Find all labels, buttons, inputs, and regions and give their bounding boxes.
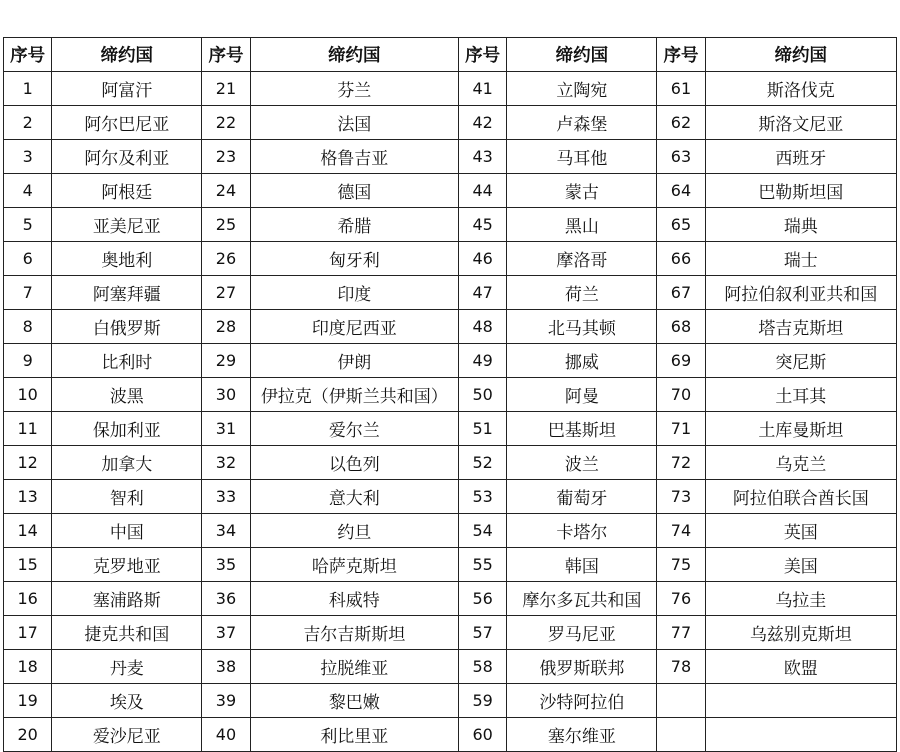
country-cell: 印度尼西亚 xyxy=(250,310,458,344)
serial-number-cell: 69 xyxy=(657,344,705,378)
table-row xyxy=(4,208,897,242)
country-cell: 加拿大 xyxy=(52,446,202,480)
table-row xyxy=(4,446,897,480)
header-no: 序号 xyxy=(459,38,507,72)
serial-number-cell: 41 xyxy=(459,72,507,106)
serial-number-cell: 61 xyxy=(657,72,705,106)
serial-number-cell: 65 xyxy=(657,208,705,242)
serial-number-cell: 46 xyxy=(459,242,507,276)
serial-number-cell: 9 xyxy=(4,344,52,378)
serial-number-cell: 48 xyxy=(459,310,507,344)
country-cell: 黑山 xyxy=(507,208,657,242)
country-cell: 瑞典 xyxy=(705,208,896,242)
serial-number-cell: 7 xyxy=(4,276,52,310)
table-row xyxy=(4,344,897,378)
serial-number-cell: 36 xyxy=(202,582,250,616)
serial-number-cell: 63 xyxy=(657,140,705,174)
serial-number-cell: 24 xyxy=(202,174,250,208)
country-cell: 阿拉伯联合酋长国 xyxy=(705,480,896,514)
table-row xyxy=(4,650,897,684)
serial-number-cell: 2 xyxy=(4,106,52,140)
country-cell: 意大利 xyxy=(250,480,458,514)
serial-number-cell: 32 xyxy=(202,446,250,480)
serial-number-cell: 38 xyxy=(202,650,250,684)
serial-number-cell: 73 xyxy=(657,480,705,514)
table-row xyxy=(4,276,897,310)
serial-number-cell: 33 xyxy=(202,480,250,514)
serial-number-cell: 53 xyxy=(459,480,507,514)
serial-number-cell: 54 xyxy=(459,514,507,548)
serial-number-cell: 13 xyxy=(4,480,52,514)
country-cell: 俄罗斯联邦 xyxy=(507,650,657,684)
country-cell: 荷兰 xyxy=(507,276,657,310)
country-cell: 德国 xyxy=(250,174,458,208)
country-cell: 智利 xyxy=(52,480,202,514)
header-country: 缔约国 xyxy=(52,38,202,72)
serial-number-cell: 55 xyxy=(459,548,507,582)
country-cell: 塔吉克斯坦 xyxy=(705,310,896,344)
country-cell: 巴勒斯坦国 xyxy=(705,174,896,208)
country-cell: 阿塞拜疆 xyxy=(52,276,202,310)
serial-number-cell: 3 xyxy=(4,140,52,174)
serial-number-cell: 59 xyxy=(459,684,507,718)
table-row xyxy=(4,684,897,718)
country-cell: 巴基斯坦 xyxy=(507,412,657,446)
country-cell: 西班牙 xyxy=(705,140,896,174)
country-cell: 比利时 xyxy=(52,344,202,378)
header-row xyxy=(4,38,897,72)
table-row xyxy=(4,106,897,140)
country-cell: 亚美尼亚 xyxy=(52,208,202,242)
country-cell: 突尼斯 xyxy=(705,344,896,378)
header-no: 序号 xyxy=(657,38,705,72)
country-cell: 瑞士 xyxy=(705,242,896,276)
serial-number-cell: 68 xyxy=(657,310,705,344)
country-cell: 爱沙尼亚 xyxy=(52,718,202,752)
serial-number-cell xyxy=(657,718,705,752)
header-no: 序号 xyxy=(4,38,52,72)
serial-number-cell: 30 xyxy=(202,378,250,412)
serial-number-cell: 74 xyxy=(657,514,705,548)
serial-number-cell: 43 xyxy=(459,140,507,174)
header-country: 缔约国 xyxy=(250,38,458,72)
country-cell: 塞尔维亚 xyxy=(507,718,657,752)
serial-number-cell: 21 xyxy=(202,72,250,106)
table-row xyxy=(4,548,897,582)
country-cell: 马耳他 xyxy=(507,140,657,174)
serial-number-cell: 27 xyxy=(202,276,250,310)
country-cell: 韩国 xyxy=(507,548,657,582)
country-cell: 伊朗 xyxy=(250,344,458,378)
country-cell: 哈萨克斯坦 xyxy=(250,548,458,582)
document-title xyxy=(0,4,900,30)
country-cell: 斯洛伐克 xyxy=(705,72,896,106)
country-cell: 匈牙利 xyxy=(250,242,458,276)
serial-number-cell: 4 xyxy=(4,174,52,208)
country-cell: 卢森堡 xyxy=(507,106,657,140)
serial-number-cell: 66 xyxy=(657,242,705,276)
country-cell: 立陶宛 xyxy=(507,72,657,106)
country-cell: 塞浦路斯 xyxy=(52,582,202,616)
serial-number-cell: 35 xyxy=(202,548,250,582)
table-row xyxy=(4,242,897,276)
country-cell: 阿尔巴尼亚 xyxy=(52,106,202,140)
signatory-table xyxy=(3,37,897,752)
country-cell: 阿曼 xyxy=(507,378,657,412)
country-cell: 黎巴嫩 xyxy=(250,684,458,718)
country-cell: 科威特 xyxy=(250,582,458,616)
table-row xyxy=(4,412,897,446)
serial-number-cell: 5 xyxy=(4,208,52,242)
country-cell: 阿拉伯叙利亚共和国 xyxy=(705,276,896,310)
serial-number-cell: 60 xyxy=(459,718,507,752)
header-no: 序号 xyxy=(202,38,250,72)
table-row xyxy=(4,140,897,174)
serial-number-cell xyxy=(657,684,705,718)
country-cell: 土库曼斯坦 xyxy=(705,412,896,446)
table-row xyxy=(4,378,897,412)
table-row xyxy=(4,582,897,616)
country-cell: 拉脱维亚 xyxy=(250,650,458,684)
country-cell: 保加利亚 xyxy=(52,412,202,446)
serial-number-cell: 70 xyxy=(657,378,705,412)
country-cell: 捷克共和国 xyxy=(52,616,202,650)
country-cell: 以色列 xyxy=(250,446,458,480)
country-cell: 白俄罗斯 xyxy=(52,310,202,344)
country-cell: 伊拉克（伊斯兰共和国） xyxy=(250,378,458,412)
serial-number-cell: 11 xyxy=(4,412,52,446)
serial-number-cell: 47 xyxy=(459,276,507,310)
serial-number-cell: 34 xyxy=(202,514,250,548)
country-cell: 印度 xyxy=(250,276,458,310)
table-row xyxy=(4,514,897,548)
country-cell: 乌克兰 xyxy=(705,446,896,480)
country-cell: 阿富汗 xyxy=(52,72,202,106)
serial-number-cell: 28 xyxy=(202,310,250,344)
serial-number-cell: 76 xyxy=(657,582,705,616)
country-cell: 沙特阿拉伯 xyxy=(507,684,657,718)
country-cell xyxy=(705,718,896,752)
country-cell: 欧盟 xyxy=(705,650,896,684)
table-body xyxy=(4,72,897,752)
country-cell: 中国 xyxy=(52,514,202,548)
serial-number-cell: 6 xyxy=(4,242,52,276)
country-cell: 葡萄牙 xyxy=(507,480,657,514)
serial-number-cell: 23 xyxy=(202,140,250,174)
serial-number-cell: 64 xyxy=(657,174,705,208)
serial-number-cell: 31 xyxy=(202,412,250,446)
serial-number-cell: 71 xyxy=(657,412,705,446)
serial-number-cell: 16 xyxy=(4,582,52,616)
country-cell: 克罗地亚 xyxy=(52,548,202,582)
country-cell: 乌兹别克斯坦 xyxy=(705,616,896,650)
serial-number-cell: 19 xyxy=(4,684,52,718)
serial-number-cell: 51 xyxy=(459,412,507,446)
country-cell: 波兰 xyxy=(507,446,657,480)
table-row xyxy=(4,718,897,752)
serial-number-cell: 40 xyxy=(202,718,250,752)
country-cell: 摩尔多瓦共和国 xyxy=(507,582,657,616)
header-country: 缔约国 xyxy=(507,38,657,72)
table-row xyxy=(4,480,897,514)
country-cell: 罗马尼亚 xyxy=(507,616,657,650)
country-cell: 斯洛文尼亚 xyxy=(705,106,896,140)
country-cell: 美国 xyxy=(705,548,896,582)
serial-number-cell: 44 xyxy=(459,174,507,208)
country-cell: 北马其顿 xyxy=(507,310,657,344)
country-cell: 法国 xyxy=(250,106,458,140)
header-country: 缔约国 xyxy=(705,38,896,72)
serial-number-cell: 17 xyxy=(4,616,52,650)
serial-number-cell: 18 xyxy=(4,650,52,684)
serial-number-cell: 49 xyxy=(459,344,507,378)
country-cell xyxy=(705,684,896,718)
table-row xyxy=(4,72,897,106)
country-cell: 乌拉圭 xyxy=(705,582,896,616)
serial-number-cell: 10 xyxy=(4,378,52,412)
serial-number-cell: 56 xyxy=(459,582,507,616)
country-cell: 波黑 xyxy=(52,378,202,412)
country-cell: 奥地利 xyxy=(52,242,202,276)
serial-number-cell: 12 xyxy=(4,446,52,480)
serial-number-cell: 50 xyxy=(459,378,507,412)
table-row xyxy=(4,174,897,208)
country-cell: 埃及 xyxy=(52,684,202,718)
country-cell: 摩洛哥 xyxy=(507,242,657,276)
serial-number-cell: 78 xyxy=(657,650,705,684)
serial-number-cell: 37 xyxy=(202,616,250,650)
serial-number-cell: 42 xyxy=(459,106,507,140)
serial-number-cell: 39 xyxy=(202,684,250,718)
serial-number-cell: 8 xyxy=(4,310,52,344)
country-cell: 土耳其 xyxy=(705,378,896,412)
serial-number-cell: 67 xyxy=(657,276,705,310)
serial-number-cell: 20 xyxy=(4,718,52,752)
serial-number-cell: 1 xyxy=(4,72,52,106)
serial-number-cell: 58 xyxy=(459,650,507,684)
country-cell: 阿根廷 xyxy=(52,174,202,208)
serial-number-cell: 22 xyxy=(202,106,250,140)
country-cell: 吉尔吉斯斯坦 xyxy=(250,616,458,650)
country-cell: 挪威 xyxy=(507,344,657,378)
serial-number-cell: 75 xyxy=(657,548,705,582)
country-cell: 格鲁吉亚 xyxy=(250,140,458,174)
serial-number-cell: 45 xyxy=(459,208,507,242)
serial-number-cell: 62 xyxy=(657,106,705,140)
table-row xyxy=(4,616,897,650)
serial-number-cell: 14 xyxy=(4,514,52,548)
country-cell: 爱尔兰 xyxy=(250,412,458,446)
country-cell: 蒙古 xyxy=(507,174,657,208)
country-cell: 英国 xyxy=(705,514,896,548)
country-cell: 丹麦 xyxy=(52,650,202,684)
country-cell: 约旦 xyxy=(250,514,458,548)
country-cell: 卡塔尔 xyxy=(507,514,657,548)
serial-number-cell: 52 xyxy=(459,446,507,480)
table-row xyxy=(4,310,897,344)
serial-number-cell: 26 xyxy=(202,242,250,276)
serial-number-cell: 57 xyxy=(459,616,507,650)
country-cell: 利比里亚 xyxy=(250,718,458,752)
serial-number-cell: 77 xyxy=(657,616,705,650)
country-cell: 希腊 xyxy=(250,208,458,242)
country-cell: 阿尔及利亚 xyxy=(52,140,202,174)
serial-number-cell: 25 xyxy=(202,208,250,242)
serial-number-cell: 15 xyxy=(4,548,52,582)
serial-number-cell: 29 xyxy=(202,344,250,378)
serial-number-cell: 72 xyxy=(657,446,705,480)
country-cell: 芬兰 xyxy=(250,72,458,106)
